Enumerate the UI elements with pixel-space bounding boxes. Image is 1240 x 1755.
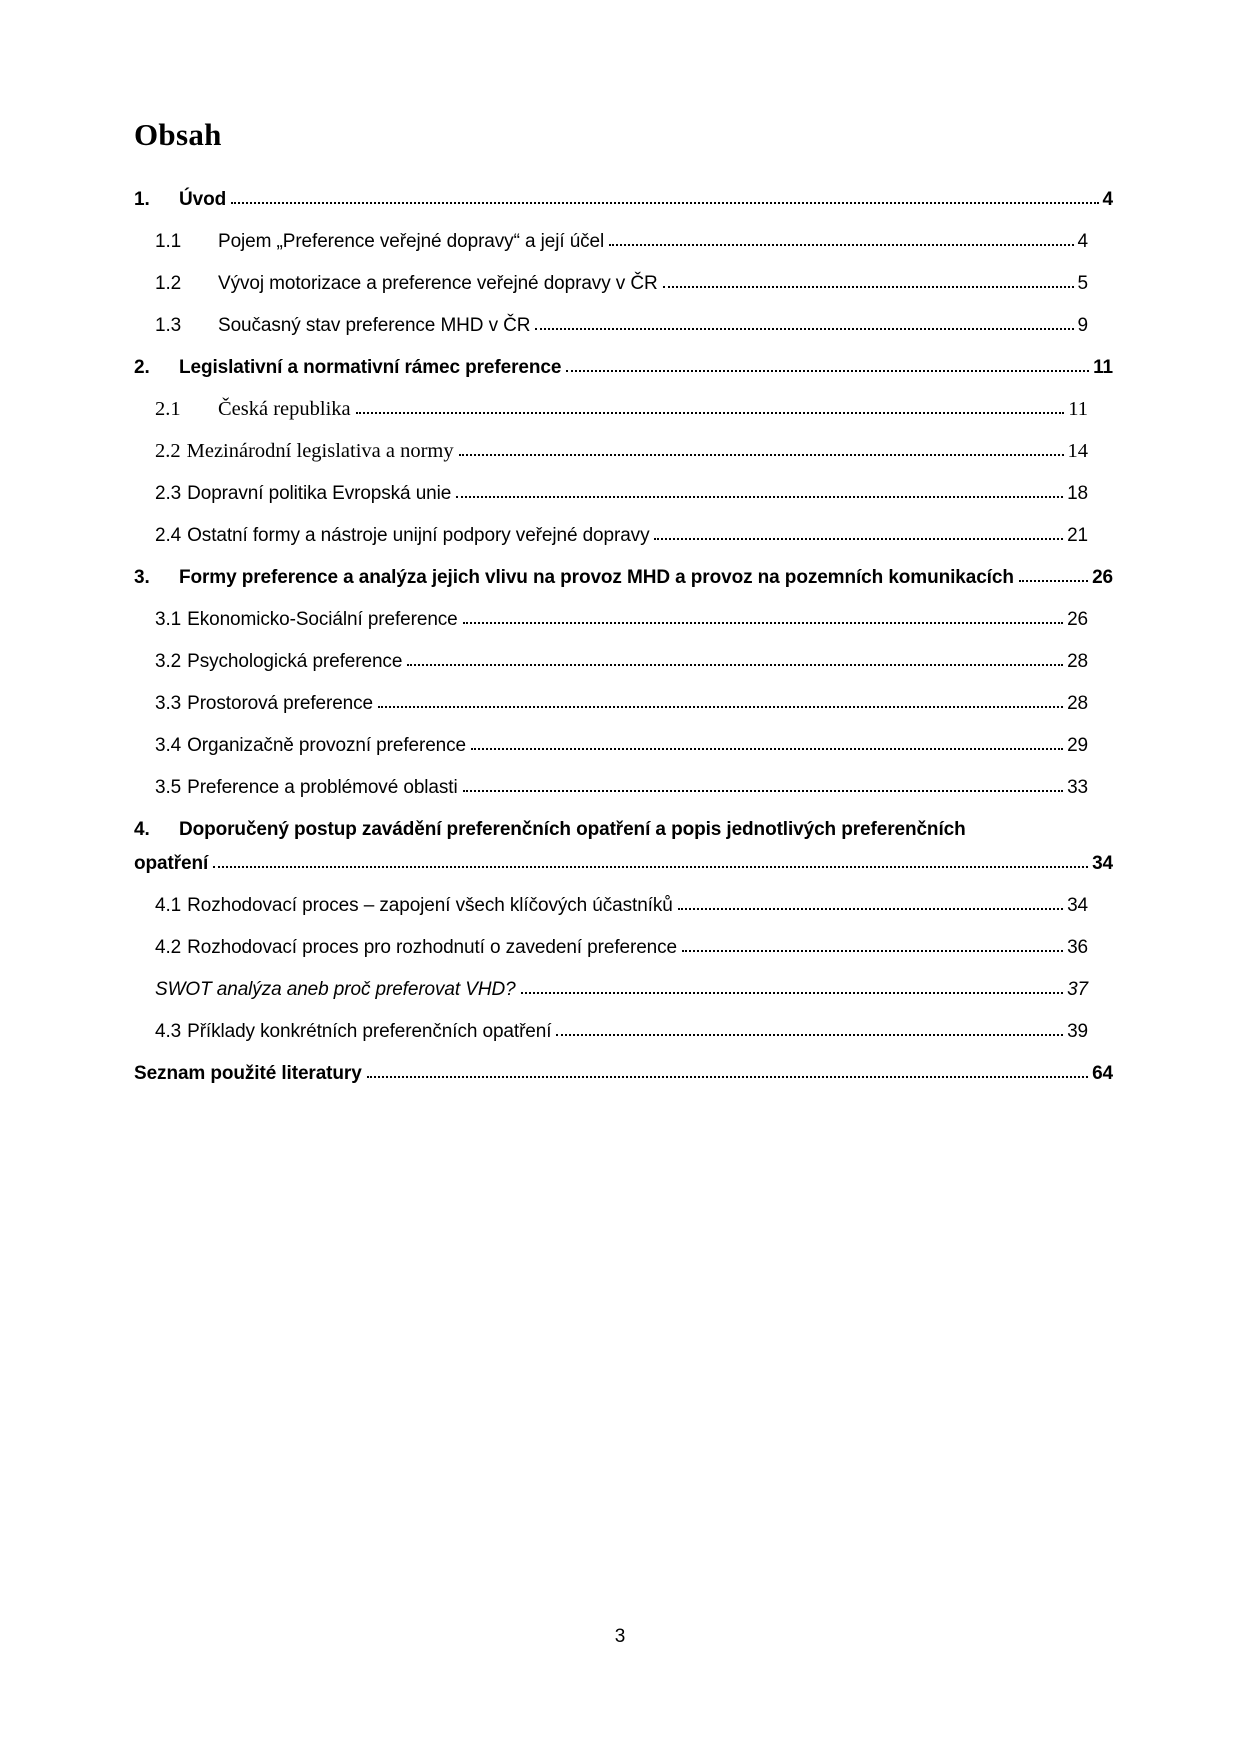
toc-entry-label: Rozhodovací proces – zapojení všech klíčových účastníků: [187, 895, 673, 916]
toc-entry-label: Prostorová preference: [187, 693, 374, 714]
toc-entry[interactable]: [155, 934, 1113, 961]
toc-entry-page: 4: [1077, 231, 1088, 252]
dot-leader: [535, 328, 1073, 330]
toc-entry-label: Seznam použité literatury: [134, 1063, 362, 1084]
toc-entry-number: 3.1: [155, 609, 182, 630]
toc-entry[interactable]: [155, 270, 1113, 297]
toc-entry[interactable]: [134, 816, 1113, 843]
toc-entry-page: 34: [1092, 853, 1113, 874]
dot-leader: [682, 950, 1063, 952]
dot-leader: [678, 908, 1063, 910]
dot-leader: [463, 790, 1063, 792]
toc-entry-label: Organizačně provozní preference: [187, 735, 467, 756]
dot-leader: [556, 1034, 1063, 1036]
dot-leader: [566, 370, 1089, 372]
dot-leader: [378, 706, 1063, 708]
toc-entry-page: 5: [1077, 273, 1088, 294]
toc-entry-number: 1.3: [155, 315, 182, 336]
dot-leader: [367, 1076, 1088, 1078]
toc-entry-number: 3.: [134, 567, 150, 588]
toc-entry-page: 18: [1067, 483, 1088, 504]
toc-entry-label: Ekonomicko-Sociální preference: [187, 609, 458, 630]
toc-entry[interactable]: [155, 1018, 1113, 1045]
dot-leader: [521, 992, 1064, 994]
toc-entry-number: 1.1: [155, 231, 182, 252]
toc-entry-label: Vývoj motorizace a preference veřejné dopravy v ČR: [218, 273, 658, 294]
toc-entry-page: 21: [1067, 525, 1088, 546]
toc-entry-label: Legislativní a normativní rámec preference: [179, 357, 562, 378]
dot-leader: [456, 496, 1063, 498]
toc-entry-number: 4.3: [155, 1021, 182, 1042]
toc-entry[interactable]: [134, 1060, 1113, 1087]
toc-entry-page: 26: [1067, 609, 1088, 630]
toc-entry-number: 2.2: [155, 440, 181, 462]
toc-entry[interactable]: [155, 976, 1113, 1003]
toc-entry[interactable]: [134, 354, 1113, 381]
toc-entry-page: 14: [1067, 440, 1088, 462]
toc-entry[interactable]: [155, 396, 1113, 423]
toc-entry[interactable]: [134, 564, 1113, 591]
toc-entry-label: Ostatní formy a nástroje unijní podpory veřejné dopravy: [187, 525, 650, 546]
dot-leader: [663, 286, 1074, 288]
toc-entry-label: Psychologická preference: [187, 651, 403, 672]
toc-entry[interactable]: [155, 732, 1113, 759]
dot-leader: [459, 454, 1064, 456]
toc-entry-number: 3.4: [155, 735, 182, 756]
toc-entry-page: 64: [1092, 1063, 1113, 1084]
toc-entry-page: 11: [1068, 398, 1088, 420]
toc-entry-number: 4.1: [155, 895, 182, 916]
toc-entry-page: 39: [1067, 1021, 1088, 1042]
toc-entry-label: SWOT analýza aneb proč preferovat VHD?: [155, 979, 516, 1000]
toc-entry-page: 29: [1067, 735, 1088, 756]
toc-entry-number: 1.2: [155, 273, 182, 294]
toc-entry-page: 28: [1067, 651, 1088, 672]
toc-entry-page: 9: [1077, 315, 1088, 336]
toc-entry-page: 4: [1102, 189, 1113, 210]
toc-entry-page: 36: [1067, 937, 1088, 958]
toc-entry-number: 4.2: [155, 937, 182, 958]
toc-entry[interactable]: [155, 480, 1113, 507]
toc-entry-number: 2.1: [155, 398, 181, 420]
toc-entry-page: 26: [1092, 567, 1113, 588]
toc-entry[interactable]: [155, 312, 1113, 339]
dot-leader: [471, 748, 1063, 750]
toc-entry-page: 34: [1067, 895, 1088, 916]
dot-leader: [609, 244, 1073, 246]
toc-entry-number: 2.4: [155, 525, 182, 546]
dot-leader: [463, 622, 1063, 624]
footer-page-number: 3: [614, 1626, 626, 1647]
toc-entry-number: 1.: [134, 189, 150, 210]
toc-entry[interactable]: [155, 648, 1113, 675]
toc-entry[interactable]: [155, 690, 1113, 717]
toc-entry-label: Doporučený postup zavádění preferenčních opatření a popis jednotlivých preferenčních: [179, 819, 966, 840]
toc-entry-page: 11: [1093, 357, 1113, 378]
toc-entry[interactable]: [155, 228, 1113, 255]
dot-leader: [1019, 580, 1088, 582]
toc-entry-label: Úvod: [179, 189, 227, 210]
toc-entry-label: Dopravní politika Evropská unie: [187, 483, 452, 504]
toc-entry[interactable]: [155, 892, 1113, 919]
toc-entry-number: 3.2: [155, 651, 182, 672]
toc-entry[interactable]: [155, 774, 1113, 801]
dot-leader: [654, 538, 1063, 540]
toc-entry-number: 3.3: [155, 693, 182, 714]
toc-list: [134, 186, 1113, 1087]
toc-entry-page: 37: [1067, 979, 1088, 1000]
toc-entry-number: 2.: [134, 357, 150, 378]
toc-entry-page: 28: [1067, 693, 1088, 714]
toc-entry[interactable]: [155, 522, 1113, 549]
toc-entry-number: 4.: [134, 819, 150, 840]
toc-entry-page: 33: [1067, 777, 1088, 798]
toc-entry[interactable]: [134, 850, 1113, 877]
toc-entry-number: 3.5: [155, 777, 182, 798]
toc-entry-label: Příklady konkrétních preferenčních opatření: [187, 1021, 552, 1042]
toc-title: Obsah: [134, 117, 222, 152]
toc-entry-label: opatření: [134, 853, 209, 874]
dot-leader: [231, 202, 1098, 204]
toc-entry-number: 2.3: [155, 483, 182, 504]
toc-entry[interactable]: [155, 606, 1113, 633]
toc-entry-label: Preference a problémové oblasti: [187, 777, 458, 798]
toc-entry-label: Česká republika: [218, 398, 351, 420]
dot-leader: [356, 412, 1065, 414]
toc-entry-label: Mezinárodní legislativa a normy: [186, 440, 454, 462]
toc-entry[interactable]: [134, 186, 1113, 213]
toc-entry[interactable]: [155, 438, 1113, 465]
toc-entry-label: Formy preference a analýza jejich vlivu na provoz MHD a provoz na pozemních komunikacích: [179, 567, 1014, 588]
toc-entry-label: Rozhodovací proces pro rozhodnutí o zavedení preference: [187, 937, 677, 958]
toc-entry-label: Současný stav preference MHD v ČR: [218, 315, 531, 336]
toc-entry-label: Pojem „Preference veřejné dopravy“ a její účel: [218, 231, 605, 252]
dot-leader: [213, 866, 1088, 868]
dot-leader: [407, 664, 1063, 666]
